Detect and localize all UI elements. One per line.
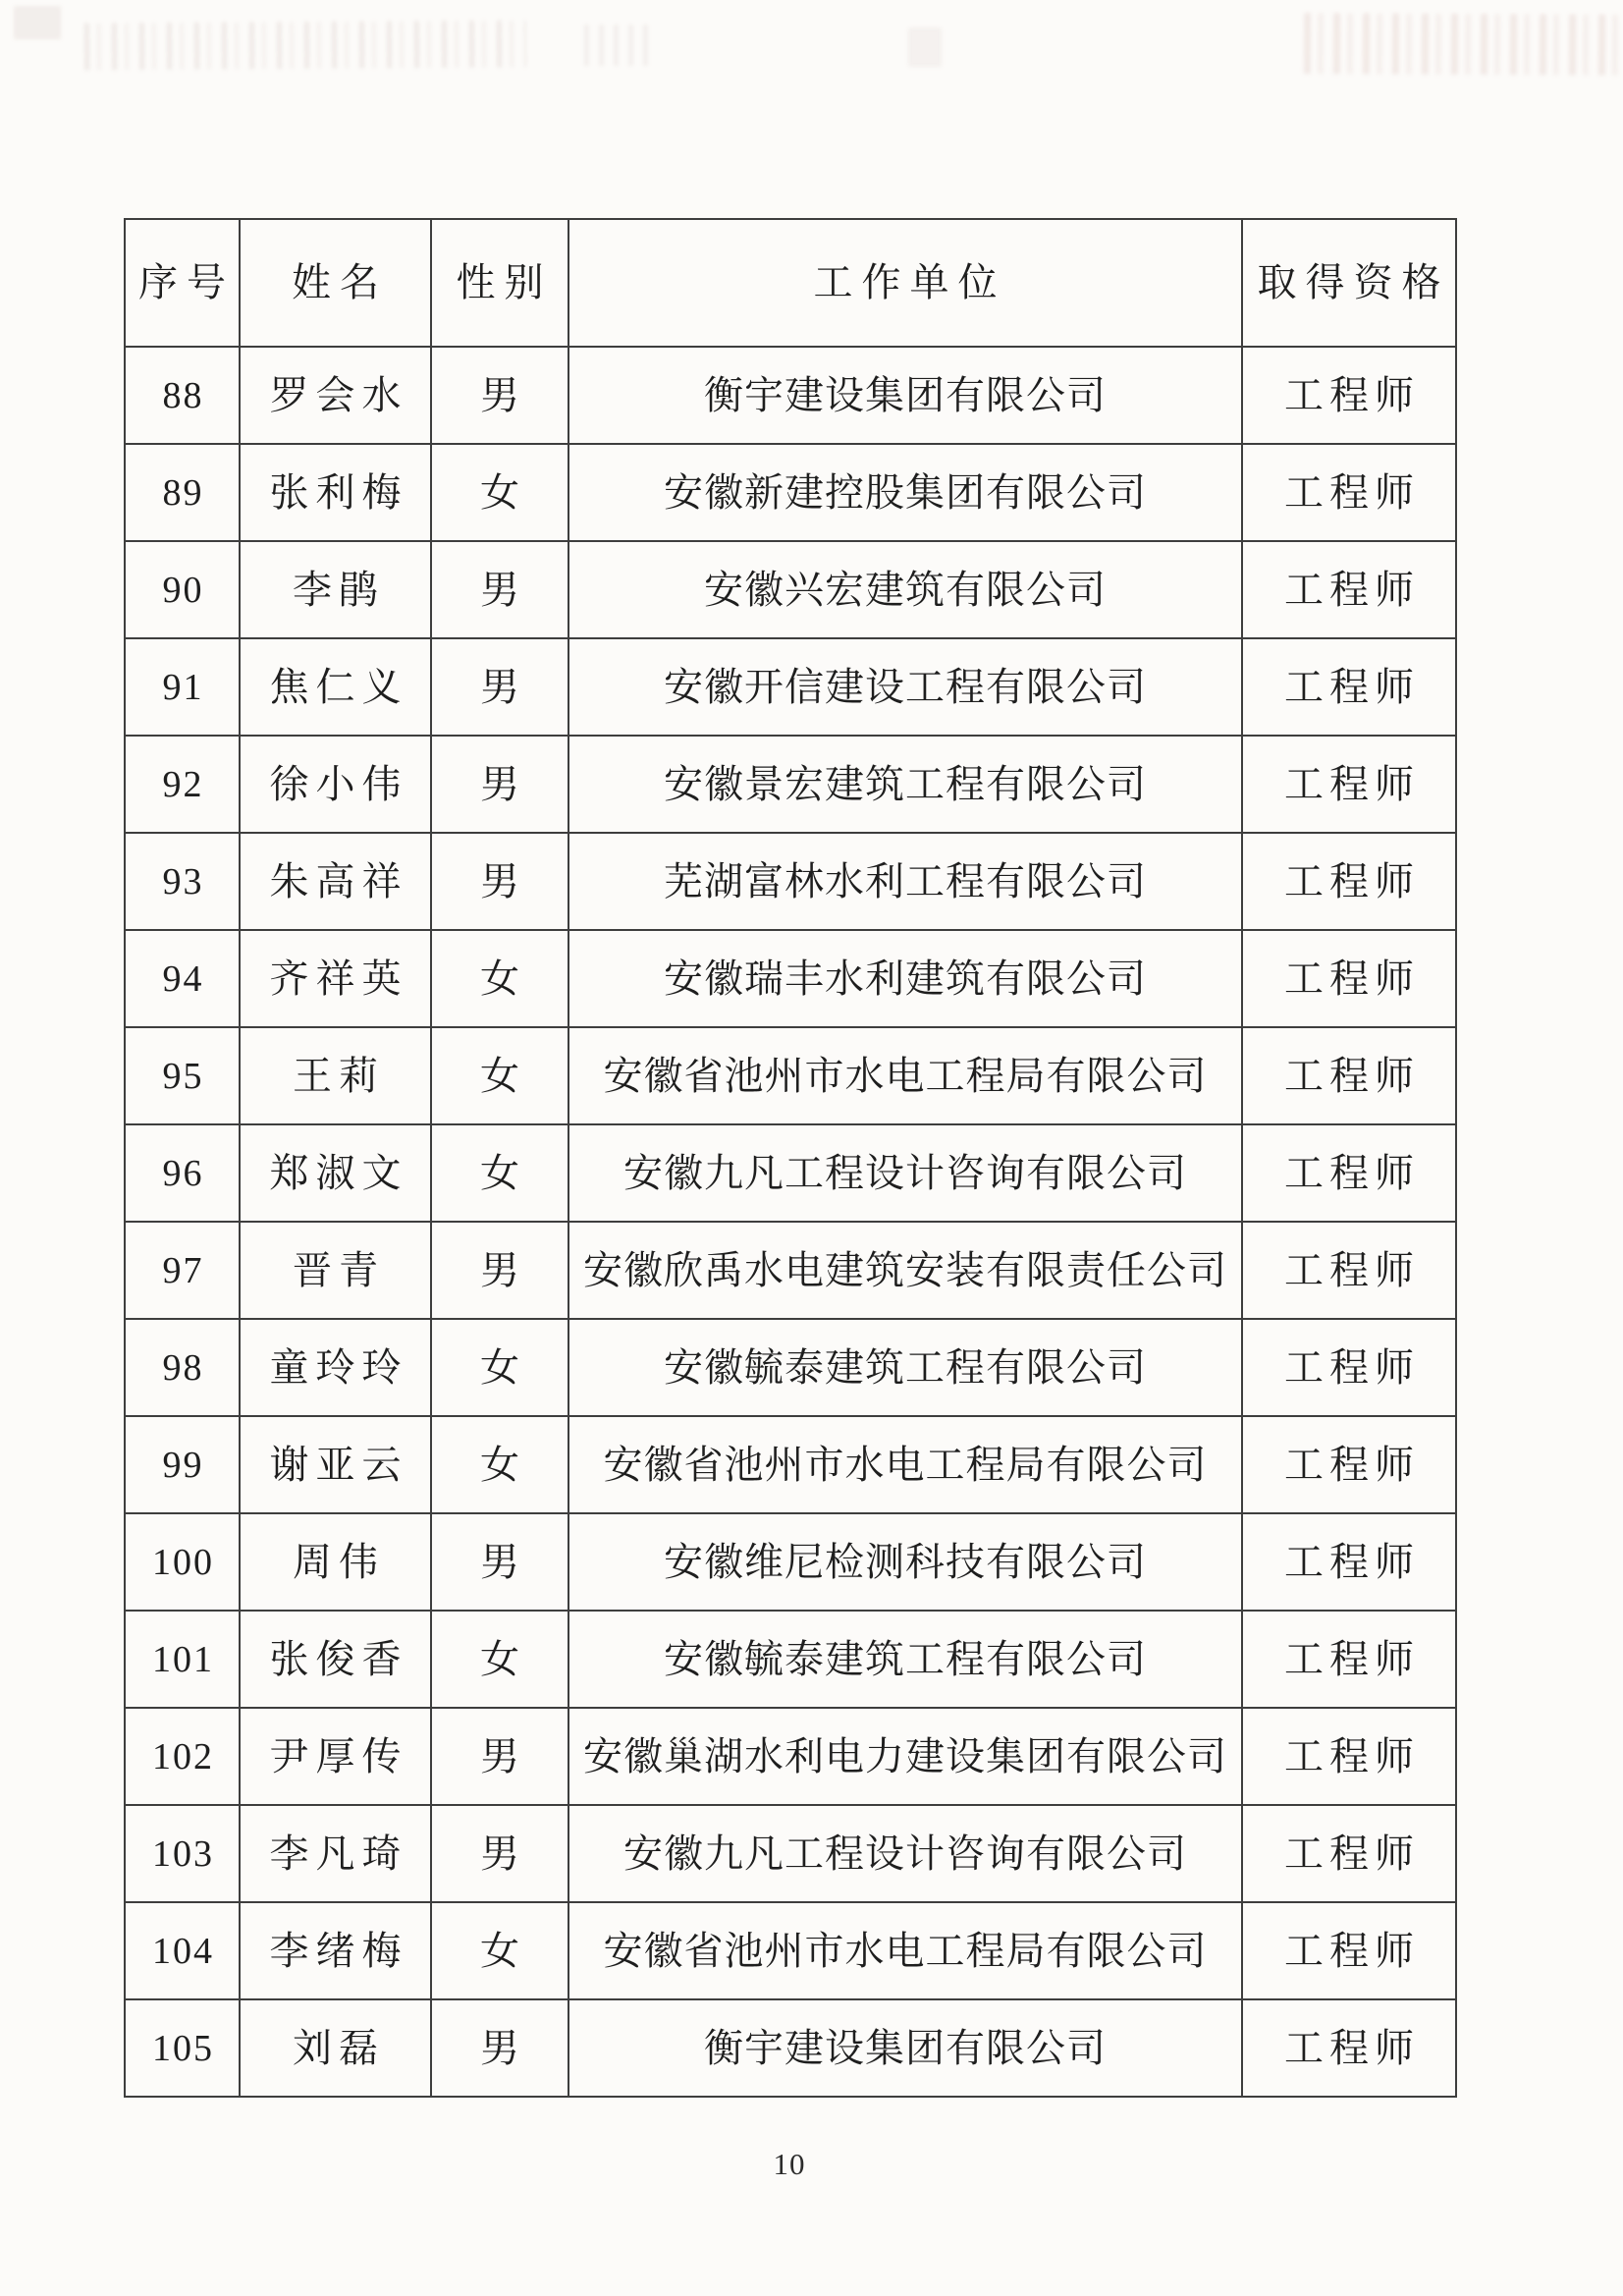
cell-qualification: 工程师 [1242,541,1456,638]
cell-company: 安徽巢湖水利电力建设集团有限公司 [568,1708,1242,1805]
cell-gender: 女 [431,930,568,1027]
cell-no: 99 [125,1416,240,1513]
table-row [125,1999,1456,2097]
cell-qualification: 工程师 [1242,1222,1456,1319]
cell-name: 晋青 [240,1222,431,1319]
cell-gender: 女 [431,1319,568,1416]
table-row [125,736,1456,833]
table-row [125,444,1456,541]
table-row [125,930,1456,1027]
qualification-roster-table [124,218,1457,2098]
cell-name: 朱高祥 [240,833,431,930]
scan-artifact [908,27,942,67]
cell-no: 102 [125,1708,240,1805]
cell-gender: 男 [431,1999,568,2097]
table-row [125,1319,1456,1416]
cell-gender: 男 [431,1222,568,1319]
cell-no: 98 [125,1319,240,1416]
cell-qualification: 工程师 [1242,1027,1456,1124]
cell-qualification: 工程师 [1242,1902,1456,1999]
page-number: 10 [773,2147,806,2181]
cell-qualification: 工程师 [1242,638,1456,736]
cell-gender: 男 [431,736,568,833]
cell-name: 张利梅 [240,444,431,541]
cell-company: 安徽省池州市水电工程局有限公司 [568,1902,1242,1999]
cell-name: 尹厚传 [240,1708,431,1805]
cell-company: 安徽新建控股集团有限公司 [568,444,1242,541]
cell-gender: 女 [431,1124,568,1222]
table-row [125,1708,1456,1805]
cell-gender: 男 [431,541,568,638]
scan-artifact [1304,13,1623,76]
table-header-row [125,219,1456,347]
scan-artifact [14,6,61,39]
table-row [125,1416,1456,1513]
cell-name: 焦仁义 [240,638,431,736]
cell-company: 安徽省池州市水电工程局有限公司 [568,1416,1242,1513]
cell-name: 周伟 [240,1513,431,1611]
cell-qualification: 工程师 [1242,444,1456,541]
cell-company: 衡宇建设集团有限公司 [568,1999,1242,2097]
cell-qualification: 工程师 [1242,1513,1456,1611]
cell-gender: 男 [431,638,568,736]
cell-company: 安徽省池州市水电工程局有限公司 [568,1027,1242,1124]
cell-name: 李凡琦 [240,1805,431,1902]
table-row [125,347,1456,444]
column-header-no: 序号 [125,219,240,347]
cell-company: 安徽欣禹水电建筑安装有限责任公司 [568,1222,1242,1319]
cell-name: 李鹃 [240,541,431,638]
scan-artifact [84,20,526,70]
column-header-gender: 性别 [431,219,568,347]
cell-name: 张俊香 [240,1611,431,1708]
cell-name: 徐小伟 [240,736,431,833]
table-row [125,1513,1456,1611]
table-row [125,1124,1456,1222]
cell-company: 安徽九凡工程设计咨询有限公司 [568,1805,1242,1902]
cell-name: 谢亚云 [240,1416,431,1513]
cell-no: 96 [125,1124,240,1222]
cell-company: 安徽毓泰建筑工程有限公司 [568,1611,1242,1708]
cell-name: 童玲玲 [240,1319,431,1416]
cell-no: 101 [125,1611,240,1708]
cell-gender: 女 [431,444,568,541]
cell-gender: 男 [431,833,568,930]
cell-qualification: 工程师 [1242,1611,1456,1708]
cell-qualification: 工程师 [1242,1416,1456,1513]
cell-qualification: 工程师 [1242,1124,1456,1222]
cell-no: 100 [125,1513,240,1611]
cell-company: 安徽兴宏建筑有限公司 [568,541,1242,638]
cell-qualification: 工程师 [1242,1319,1456,1416]
cell-company: 安徽瑞丰水利建筑有限公司 [568,930,1242,1027]
cell-company: 安徽毓泰建筑工程有限公司 [568,1319,1242,1416]
column-header-company: 工作单位 [568,219,1242,347]
cell-gender: 男 [431,1708,568,1805]
table-row [125,638,1456,736]
table-row [125,833,1456,930]
cell-gender: 男 [431,347,568,444]
cell-company: 芜湖富林水利工程有限公司 [568,833,1242,930]
cell-qualification: 工程师 [1242,1999,1456,2097]
cell-no: 97 [125,1222,240,1319]
table-row [125,1805,1456,1902]
cell-gender: 女 [431,1611,568,1708]
cell-company: 安徽维尼检测科技有限公司 [568,1513,1242,1611]
cell-qualification: 工程师 [1242,347,1456,444]
cell-name: 王莉 [240,1027,431,1124]
cell-name: 李绪梅 [240,1902,431,1999]
cell-no: 91 [125,638,240,736]
table-row [125,1222,1456,1319]
cell-qualification: 工程师 [1242,930,1456,1027]
cell-qualification: 工程师 [1242,833,1456,930]
cell-no: 103 [125,1805,240,1902]
table-row [125,1902,1456,1999]
cell-qualification: 工程师 [1242,1805,1456,1902]
cell-name: 齐祥英 [240,930,431,1027]
cell-name: 罗会水 [240,347,431,444]
table-body [125,347,1456,2097]
cell-no: 105 [125,1999,240,2097]
cell-qualification: 工程师 [1242,1708,1456,1805]
column-header-qualification: 取得资格 [1242,219,1456,347]
cell-no: 95 [125,1027,240,1124]
cell-gender: 女 [431,1027,568,1124]
cell-gender: 男 [431,1513,568,1611]
cell-name: 刘磊 [240,1999,431,2097]
scan-artifact [584,25,658,66]
cell-company: 衡宇建设集团有限公司 [568,347,1242,444]
cell-no: 94 [125,930,240,1027]
cell-gender: 男 [431,1805,568,1902]
table-row [125,1611,1456,1708]
cell-gender: 女 [431,1902,568,1999]
cell-no: 90 [125,541,240,638]
column-header-name: 姓名 [240,219,431,347]
cell-qualification: 工程师 [1242,736,1456,833]
cell-no: 89 [125,444,240,541]
cell-no: 104 [125,1902,240,1999]
cell-company: 安徽九凡工程设计咨询有限公司 [568,1124,1242,1222]
cell-no: 92 [125,736,240,833]
table-row [125,541,1456,638]
table-row [125,1027,1456,1124]
cell-name: 郑淑文 [240,1124,431,1222]
cell-gender: 女 [431,1416,568,1513]
cell-no: 93 [125,833,240,930]
cell-no: 88 [125,347,240,444]
cell-company: 安徽景宏建筑工程有限公司 [568,736,1242,833]
cell-company: 安徽开信建设工程有限公司 [568,638,1242,736]
